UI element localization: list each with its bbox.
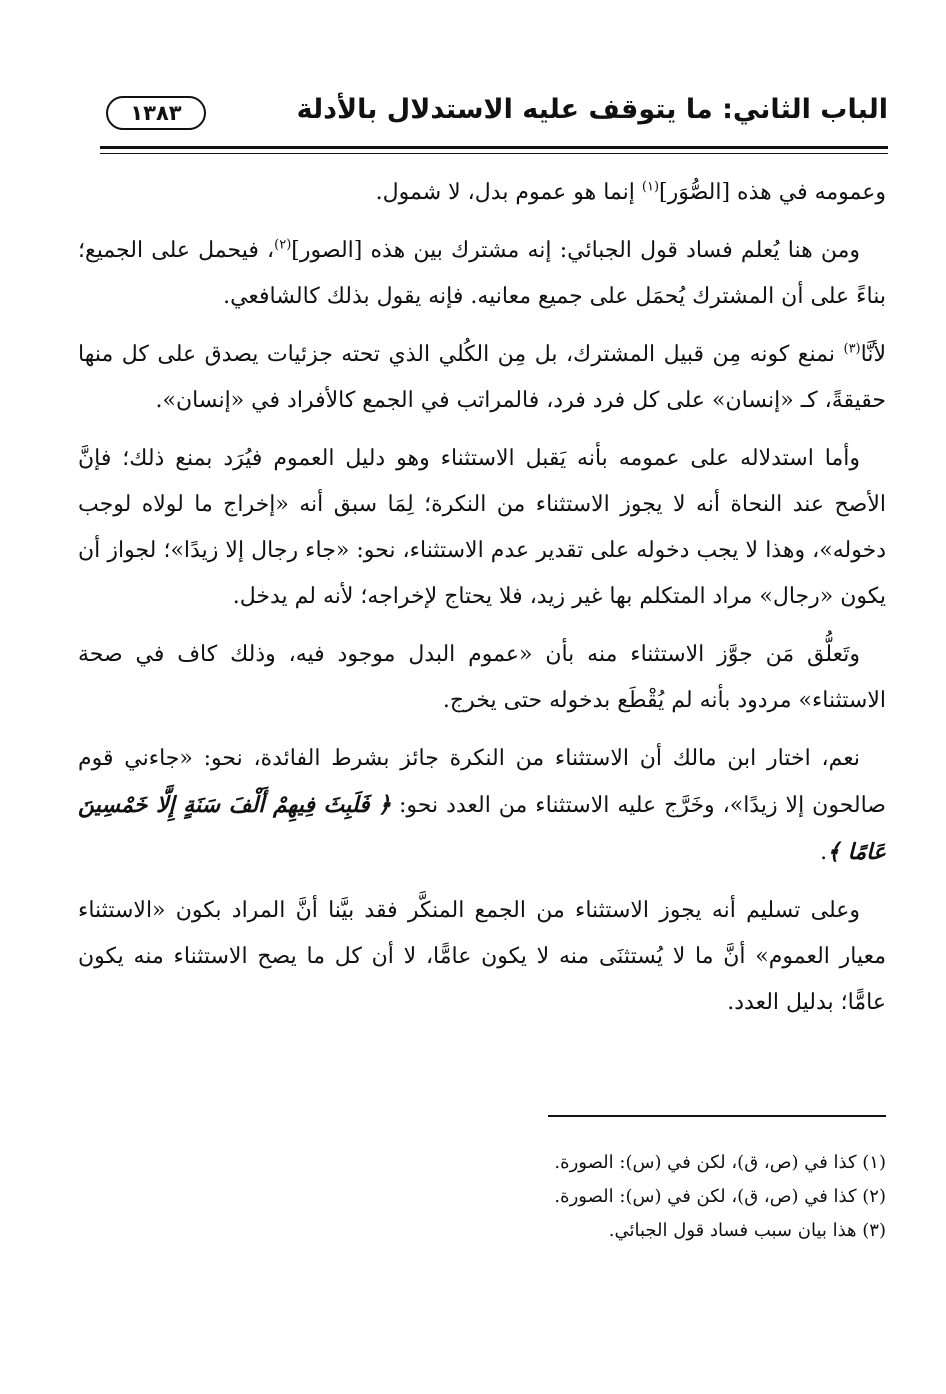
paragraph-1-text: وعمومه في هذه [الصُّوَر] [659,180,886,205]
footnote-ref-1: (١) [641,179,660,195]
paragraph-7: وعلى تسليم أنه يجوز الاستثناء من الجمع المنكَّر فقد بيَّنا أنَّ المراد بكون «الاستثناء معيار العموم» أنَّ ما لا يُستثنَى منه لا يكون عامًّا، لا أن كل ما يصح الاستثناء منه يكون عامًّا؛ بدليل العدد. [78,898,886,1015]
footnotes [86,1146,886,1248]
paragraph-2 [78,228,886,320]
footnote-2: (٢) كذا في (ص، ق)، لكن في (س): الصورة. [554,1186,886,1207]
header-rule-thin [100,153,888,154]
main-text [78,170,886,1038]
header-rule-thick [100,146,888,149]
page-header [100,90,888,142]
paragraph-2-text: ومن هنا يُعلم فساد قول الجبائي: إنه مشترك بين هذه [الصور] [291,238,861,263]
paragraph-4: وأما استدلاله على عمومه بأنه يَقبل الاستثناء وهو دليل العموم فيُرَد بمنع ذلك؛ فإنَّ الأصح عند النحاة أنه لا يجوز الاستثناء من النكرة؛ لِمَا سبق أنه «إخراج ما لولاه لوجب دخوله»، وهذا لا يجب دخوله على تقدير عدم الاستثناء، نحو: «جاء رجال إلا زيدًا»؛ لجواز أن يكون «رجال» مراد المتكلم بها غير زيد، فلا يحتاج لإخراجه؛ لأنه لم يدخل. [78,446,886,609]
paragraph-1-text-cont: إنما هو عموم بدل، لا شمول. [375,180,642,205]
chapter-title: الباب الثاني: ما يتوقف عليه الاستدلال بالأدلة [296,94,888,125]
paragraph-2-text-cont: ، فيحمل على الجميع؛ بناءً على أن المشترك يُحمَل على جميع معانيه. فإنه يقول بذلك كالشافعي. [78,238,886,309]
paragraph-6 [78,736,886,876]
paragraph-3 [78,332,886,424]
footnote-3: (٣) هذا بيان سبب فساد قول الجبائي. [608,1220,886,1241]
paragraph-3-text: لأنَّا [860,342,886,367]
paragraph-6-text-cont: . [820,840,828,865]
page-number-badge: ١٣٨٣ [106,96,206,130]
paragraph-3-text-cont: نمنع كونه مِن قبيل المشترك، بل مِن الكُلي الذي تحته جزئيات يصدق على كل منها حقيقةً، كـ «إنسان» على كل فرد فرد، فالمراتب في الجمع كالأفراد في «إنسان». [78,342,886,413]
footnote-separator [548,1115,886,1117]
paragraph-6-text: نعم، اختار ابن مالك أن الاستثناء من النكرة جائز بشرط الفائدة، نحو: «جاءني قوم صالحون إلا زيدًا»، وخَرَّج عليه الاستثناء من العدد نحو: [78,746,886,818]
footnote-1: (١) كذا في (ص، ق)، لكن في (س): الصورة. [554,1152,886,1173]
footnote-ref-3: (٣) [843,341,861,357]
paragraph-5: وتَعلُّق مَن جوَّز الاستثناء منه بأن «عموم البدل موجود فيه، وذلك كاف في صحة الاستثناء» مردود بأنه لم يُقْطَع بدخوله حتى يخرج. [78,642,886,713]
footnote-ref-2: (٢) [274,237,292,253]
paragraph-1 [78,170,886,216]
quran-verse: ﴿ فَلَبِثَ فِيهِمْ أَلْفَ سَنَةٍ إِلَّا خَمْسِينَ عَامًا ﴾ [78,792,886,865]
